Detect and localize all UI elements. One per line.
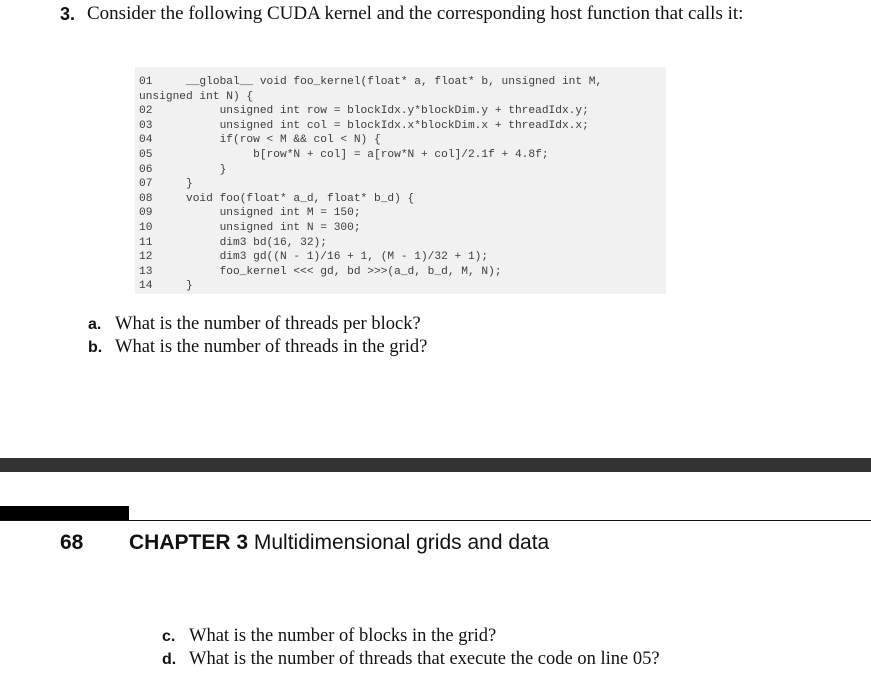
code-line: 08 void foo(float* a_d, float* b_d) { [139, 192, 415, 205]
sub-question-label: b. [88, 339, 103, 356]
sub-question-b [88, 336, 427, 359]
chapter-label: CHAPTER 3 [129, 531, 249, 554]
code-line: 04 if(row < M && col < N) { [139, 134, 381, 147]
chapter-title: Multidimensional grids and data [253, 531, 550, 554]
sub-question-text: What is the number of threads that execute the code on line 05? [189, 649, 660, 669]
running-head-rule [0, 520, 871, 521]
sub-question-c [162, 625, 496, 648]
code-line: 12 dim3 gd((N - 1)/16 + 1, (M - 1)/32 + 1); [139, 251, 489, 264]
question-text: Consider the following CUDA kernel and the corresponding host function that calls it: [87, 3, 744, 24]
page-break-divider [0, 458, 871, 472]
code-line: 14 } [139, 280, 193, 293]
question-number: 3. [60, 4, 76, 24]
code-line: 05 b[row*N + col] = a[row*N + col]/2.1f + 4.8f; [139, 149, 549, 161]
sub-question-text: What is the number of threads in the grid? [115, 337, 428, 357]
sub-question-label: d. [162, 651, 177, 668]
code-line: 10 unsigned int N = 300; [139, 222, 361, 234]
code-line: 07 } [139, 178, 193, 191]
sub-question-label: a. [88, 316, 102, 333]
sub-question-text: What is the number of threads per block? [115, 314, 421, 334]
code-line: unsigned int N) { [139, 90, 254, 103]
code-listing [135, 67, 666, 294]
cut-off-text-line [140, 671, 860, 675]
code-line: 02 unsigned int row = blockIdx.y*blockDim.y + threadIdx.y; [139, 105, 589, 118]
code-line: 03 unsigned int col = blockIdx.x*blockDim.x + threadIdx.x; [139, 119, 589, 132]
sub-question-d [162, 648, 660, 671]
sub-question-label: c. [162, 628, 176, 645]
sub-question-a [88, 313, 421, 336]
code-line: 06 } [139, 163, 227, 176]
page-number: 68 [60, 531, 84, 554]
running-head-tab [0, 506, 129, 521]
code-line: 13 foo_kernel <<< gd, bd >>>(a_d, b_d, M, N); [139, 265, 502, 278]
sub-question-text: What is the number of blocks in the grid? [189, 626, 497, 646]
chapter-heading [129, 531, 549, 555]
code-line: 09 unsigned int M = 150; [139, 207, 361, 220]
code-line: 01 __global__ void foo_kernel(float* a, float* b, unsigned int M, [139, 76, 603, 88]
code-line: 11 dim3 bd(16, 32); [139, 236, 327, 249]
